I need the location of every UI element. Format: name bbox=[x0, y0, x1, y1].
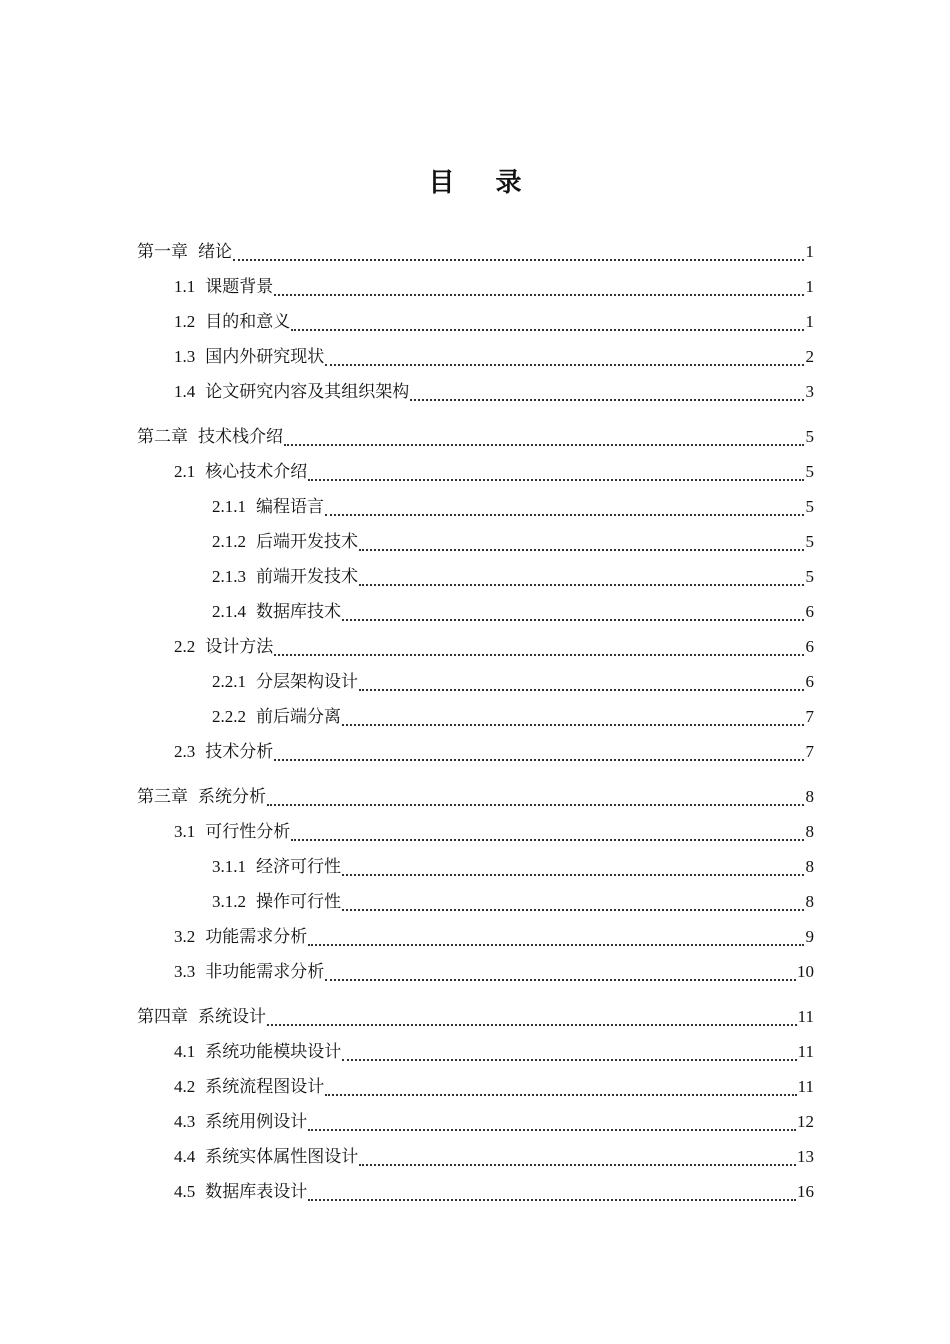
toc-entry-page-number: 9 bbox=[805, 927, 814, 946]
toc-section-entry[interactable] bbox=[137, 919, 814, 954]
toc-section-entry[interactable] bbox=[137, 594, 814, 629]
toc-entry-number: 2.1.2 bbox=[212, 532, 246, 551]
dot-leader bbox=[274, 294, 804, 296]
dot-leader bbox=[342, 874, 804, 876]
toc-section-entry[interactable] bbox=[137, 489, 814, 524]
toc-entry-title: 系统分析 bbox=[198, 787, 266, 806]
toc-section-entry[interactable] bbox=[137, 304, 814, 339]
toc-entry-number: 2.1.1 bbox=[212, 497, 246, 516]
toc-entry-page-number: 2 bbox=[805, 347, 814, 366]
toc-entry-title: 系统功能模块设计 bbox=[205, 1042, 342, 1061]
toc-entry-title: 功能需求分析 bbox=[205, 927, 308, 946]
toc-entry-number: 4.3 bbox=[174, 1112, 196, 1131]
toc-entry-number: 3.2 bbox=[174, 927, 196, 946]
toc-entry-number: 第四章 bbox=[137, 1007, 188, 1026]
toc-section-entry[interactable] bbox=[137, 664, 814, 699]
toc-entry-number: 3.1.2 bbox=[212, 892, 246, 911]
toc-entry-number: 3.1.1 bbox=[212, 857, 246, 876]
toc-title: 目 录 bbox=[428, 168, 538, 198]
dot-leader bbox=[274, 759, 804, 761]
dot-leader bbox=[359, 584, 804, 586]
toc-entry-title: 核心技术介绍 bbox=[205, 462, 308, 481]
toc-entry-number: 4.5 bbox=[174, 1182, 196, 1201]
toc-entry-title: 前后端分离 bbox=[256, 707, 341, 726]
toc-chapter-entry[interactable] bbox=[137, 999, 814, 1034]
dot-leader bbox=[325, 1094, 796, 1096]
toc-entry-title: 分层架构设计 bbox=[256, 672, 358, 691]
dot-leader bbox=[308, 479, 804, 481]
toc-entry-page-number: 8 bbox=[805, 857, 814, 876]
toc-entry-number: 2.1.3 bbox=[212, 567, 246, 586]
toc-entry-title: 国内外研究现状 bbox=[205, 347, 325, 366]
toc-entry-number: 3.1 bbox=[174, 822, 196, 841]
toc-entry-number: 2.2 bbox=[174, 637, 196, 656]
toc-entry-page-number: 5 bbox=[805, 532, 814, 551]
toc-entry-title: 操作可行性 bbox=[256, 892, 341, 911]
toc-entry-page-number: 10 bbox=[797, 962, 814, 981]
toc-chapter-entry[interactable] bbox=[137, 234, 814, 269]
toc-entry-page-number: 11 bbox=[797, 1042, 814, 1061]
dot-leader bbox=[308, 1199, 796, 1201]
dot-leader bbox=[325, 979, 796, 981]
toc-entry-number: 1.2 bbox=[174, 312, 196, 331]
dot-leader bbox=[325, 514, 804, 516]
toc-section-entry[interactable] bbox=[137, 814, 814, 849]
toc-entry-number: 4.2 bbox=[174, 1077, 196, 1096]
toc-chapter-entry[interactable] bbox=[137, 779, 814, 814]
dot-leader bbox=[359, 1164, 796, 1166]
toc-entry-title: 技术栈介绍 bbox=[198, 427, 283, 446]
toc-entry-title: 数据库技术 bbox=[256, 602, 341, 621]
toc-entry-number: 2.1 bbox=[174, 462, 196, 481]
dot-leader bbox=[267, 804, 804, 806]
toc-entry-title: 技术分析 bbox=[205, 742, 274, 761]
toc-entry-page-number: 7 bbox=[805, 742, 814, 761]
toc-entry-number: 2.2.1 bbox=[212, 672, 246, 691]
toc-section-entry[interactable] bbox=[137, 339, 814, 374]
toc-entry-title: 系统流程图设计 bbox=[205, 1077, 325, 1096]
toc-entry-page-number: 5 bbox=[805, 497, 814, 516]
toc-entry-page-number: 6 bbox=[805, 672, 814, 691]
toc-entry-title: 数据库表设计 bbox=[205, 1182, 308, 1201]
toc-entry-title: 目的和意义 bbox=[205, 312, 291, 331]
dot-leader bbox=[274, 654, 804, 656]
toc-section-entry[interactable] bbox=[137, 1139, 814, 1174]
toc-entry-page-number: 5 bbox=[805, 427, 814, 446]
toc-entry-title: 非功能需求分析 bbox=[205, 962, 325, 981]
dot-leader bbox=[410, 399, 804, 401]
toc-chapter-entry[interactable] bbox=[137, 419, 814, 454]
toc-entry-number: 1.4 bbox=[174, 382, 196, 401]
toc-entry-page-number: 13 bbox=[797, 1147, 814, 1166]
toc-entry-title: 编程语言 bbox=[256, 497, 324, 516]
toc-section-entry[interactable] bbox=[137, 1069, 814, 1104]
toc-entry-title: 系统实体属性图设计 bbox=[205, 1147, 359, 1166]
toc-entry-title: 绪论 bbox=[198, 242, 232, 261]
toc-section-entry[interactable] bbox=[137, 374, 814, 409]
toc-entry-title: 系统设计 bbox=[198, 1007, 266, 1026]
toc-section-entry[interactable] bbox=[137, 1034, 814, 1069]
toc-entry-page-number: 11 bbox=[797, 1007, 814, 1026]
toc-entry-number: 第一章 bbox=[137, 242, 188, 261]
toc-entry-number: 4.1 bbox=[174, 1042, 196, 1061]
toc-section-entry[interactable] bbox=[137, 954, 814, 989]
toc-entry-number: 3.3 bbox=[174, 962, 196, 981]
toc-entry-number: 2.1.4 bbox=[212, 602, 246, 621]
dot-leader bbox=[267, 1024, 797, 1026]
toc-entry-page-number: 11 bbox=[797, 1077, 814, 1096]
toc-entry-number: 2.3 bbox=[174, 742, 196, 761]
dot-leader bbox=[284, 444, 804, 446]
toc-entry-page-number: 6 bbox=[805, 637, 814, 656]
toc-section-entry[interactable] bbox=[137, 849, 814, 884]
dot-leader bbox=[325, 364, 804, 366]
toc-section-entry[interactable] bbox=[137, 454, 814, 489]
toc-entry-page-number: 8 bbox=[805, 892, 814, 911]
toc-section-entry[interactable] bbox=[137, 524, 814, 559]
toc-entry-title: 论文研究内容及其组织架构 bbox=[205, 382, 410, 401]
dot-leader bbox=[291, 839, 804, 841]
toc-section-entry[interactable] bbox=[137, 1104, 814, 1139]
toc-entry-page-number: 1 bbox=[805, 242, 814, 261]
toc-entry-number: 1.1 bbox=[174, 277, 196, 296]
toc-section-entry[interactable] bbox=[137, 699, 814, 734]
toc-section-entry[interactable] bbox=[137, 269, 814, 304]
toc-entry-title: 设计方法 bbox=[205, 637, 274, 656]
toc-entry-page-number: 5 bbox=[805, 567, 814, 586]
toc-entry-page-number: 5 bbox=[805, 462, 814, 481]
dot-leader bbox=[342, 724, 804, 726]
toc-entry-page-number: 8 bbox=[805, 822, 814, 841]
toc-entry-number: 1.3 bbox=[174, 347, 196, 366]
toc-entry-page-number: 12 bbox=[797, 1112, 814, 1131]
toc-entry-title: 前端开发技术 bbox=[256, 567, 358, 586]
toc-entry-page-number: 1 bbox=[805, 277, 814, 296]
toc-entry-title: 可行性分析 bbox=[205, 822, 291, 841]
dot-leader bbox=[359, 549, 804, 551]
toc-section-entry[interactable] bbox=[137, 1174, 814, 1209]
dot-leader bbox=[359, 689, 804, 691]
toc-entry-title: 后端开发技术 bbox=[256, 532, 358, 551]
toc-entry-number: 第三章 bbox=[137, 787, 188, 806]
toc-entry-number: 第二章 bbox=[137, 427, 188, 446]
dot-leader bbox=[308, 944, 804, 946]
toc-entry-page-number: 8 bbox=[805, 787, 814, 806]
table-of-contents bbox=[137, 234, 814, 1209]
toc-entry-number: 2.2.2 bbox=[212, 707, 246, 726]
toc-entry-page-number: 7 bbox=[805, 707, 814, 726]
toc-entry-page-number: 3 bbox=[805, 382, 814, 401]
dot-leader bbox=[308, 1129, 796, 1131]
toc-entry-page-number: 6 bbox=[805, 602, 814, 621]
dot-leader bbox=[342, 1059, 796, 1061]
toc-entry-title: 课题背景 bbox=[205, 277, 274, 296]
toc-section-entry[interactable] bbox=[137, 559, 814, 594]
toc-entry-number: 4.4 bbox=[174, 1147, 196, 1166]
dot-leader bbox=[342, 909, 804, 911]
toc-entry-page-number: 1 bbox=[805, 312, 814, 331]
dot-leader bbox=[342, 619, 804, 621]
toc-entry-title: 经济可行性 bbox=[256, 857, 341, 876]
dot-leader bbox=[291, 329, 804, 331]
toc-entry-title: 系统用例设计 bbox=[205, 1112, 308, 1131]
toc-entry-page-number: 16 bbox=[797, 1182, 814, 1201]
toc-section-entry[interactable] bbox=[137, 884, 814, 919]
dot-leader bbox=[233, 259, 804, 261]
toc-section-entry[interactable] bbox=[137, 629, 814, 664]
toc-section-entry[interactable] bbox=[137, 734, 814, 769]
